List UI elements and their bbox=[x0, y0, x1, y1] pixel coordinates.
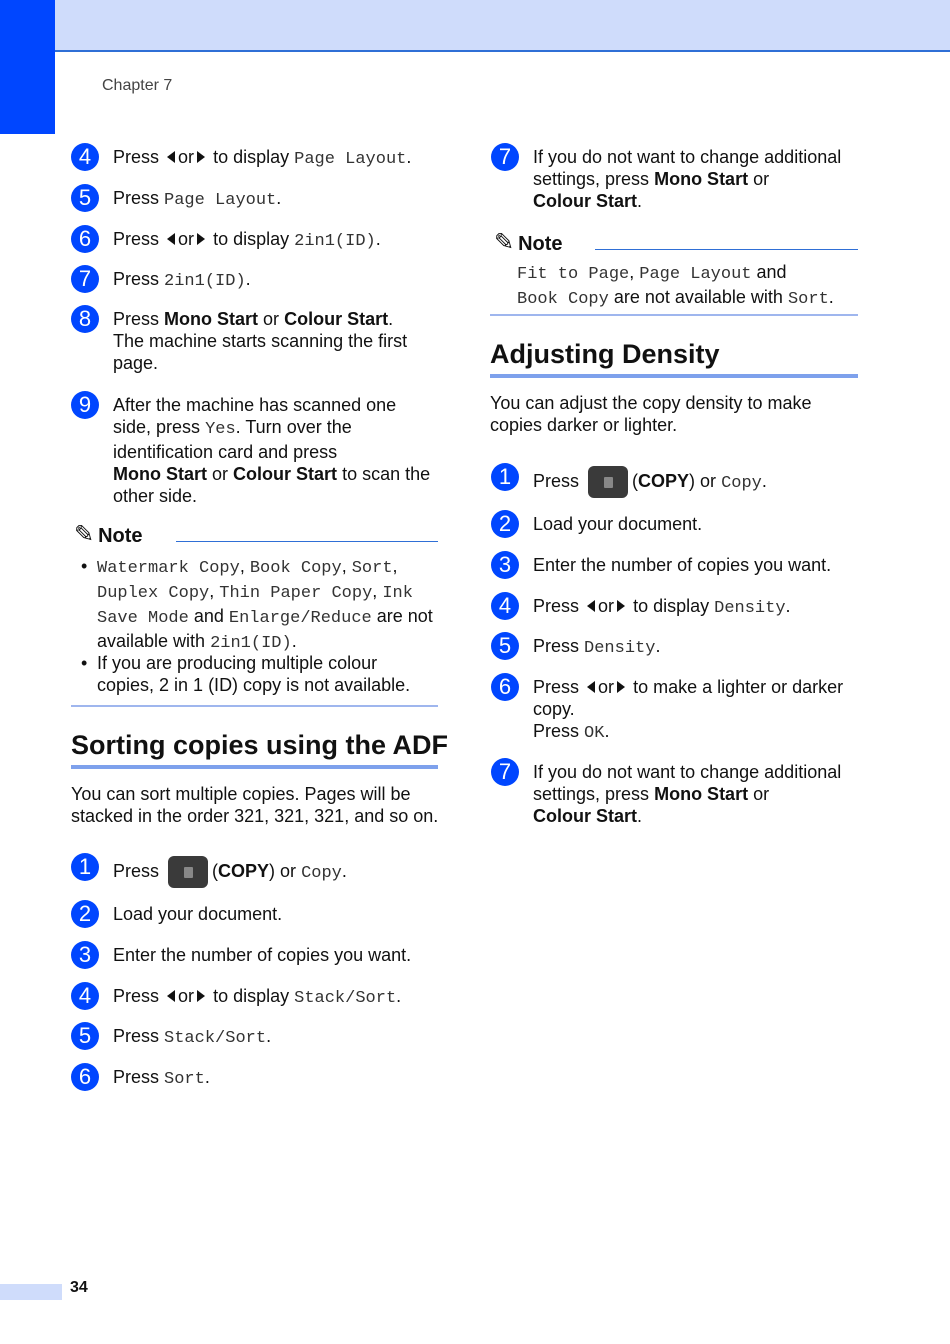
note-bullet-1: • Watermark Copy, Book Copy, Sort, Duplex Copy, Thin Paper Copy, Ink Save Mode and Enlarge/Reduce are not available with 2in1(ID). bbox=[97, 555, 437, 655]
right-arrow-icon bbox=[617, 681, 625, 693]
left-arrow-icon bbox=[587, 681, 595, 693]
right-arrow-icon bbox=[197, 233, 205, 245]
step-4: 4 Press or to display Page Layout. bbox=[113, 146, 483, 171]
density-step-3: 3 Enter the number of copies you want. bbox=[533, 554, 903, 576]
note-heading-2: ✎ Note bbox=[494, 229, 563, 256]
step-9: 9 After the machine has scanned one side, press Yes. Turn over the identification card and press Mono Start or Colour Start to scan the other side. bbox=[113, 394, 438, 507]
step-7: 7 Press 2in1(ID). bbox=[113, 268, 483, 293]
section-title-sorting: Sorting copies using the ADF bbox=[71, 730, 449, 760]
page-number: 34 bbox=[70, 1279, 88, 1296]
sorting-intro: You can sort multiple copies. Pages will be stacked in the order 321, 321, 321, and so on. bbox=[71, 784, 439, 826]
note-pencil-icon: ✎ bbox=[494, 229, 515, 256]
right-arrow-icon bbox=[197, 990, 205, 1002]
step-5: 5 Press Page Layout. bbox=[113, 187, 483, 212]
note-2-text: Fit to Page, Page Layout and Book Copy are not available with Sort. bbox=[517, 262, 834, 309]
density-step-1: 1 Press (COPY) or Copy. bbox=[533, 466, 903, 498]
sort-step-4: 4 Press or to display Stack/Sort. bbox=[113, 985, 483, 1010]
chapter-label: Chapter 7 bbox=[102, 77, 173, 94]
density-step-2: 2 Load your document. bbox=[533, 513, 903, 535]
note-rule-2 bbox=[595, 249, 858, 250]
density-step-5: 5 Press Density. bbox=[533, 635, 903, 660]
note-bullet-2: • If you are producing multiple colour copies, 2 in 1 (ID) copy is not available. bbox=[97, 652, 437, 696]
right-arrow-icon bbox=[197, 151, 205, 163]
header-band bbox=[0, 0, 950, 52]
sort-step-5: 5 Press Stack/Sort. bbox=[113, 1025, 483, 1050]
density-step-6: 6 Press or to make a lighter or darker copy. Press OK. bbox=[533, 676, 858, 745]
section-title-density: Adjusting Density bbox=[490, 339, 720, 369]
sort-step-2: 2 Load your document. bbox=[113, 903, 483, 925]
left-arrow-icon bbox=[587, 600, 595, 612]
note-2-end-rule bbox=[490, 314, 858, 316]
note-end-rule bbox=[71, 705, 438, 707]
step-8: 8 Press Mono Start or Colour Start. The machine starts scanning the first page. bbox=[113, 308, 433, 374]
copy-button-icon bbox=[588, 466, 628, 498]
sort-step-3: 3 Enter the number of copies you want. bbox=[113, 944, 483, 966]
sort-step-1: 1 Press (COPY) or Copy. bbox=[113, 856, 483, 888]
density-intro: You can adjust the copy density to make copies darker or lighter. bbox=[490, 393, 812, 435]
step-6: 6 Press or to display 2in1(ID). bbox=[113, 228, 483, 253]
density-step-4: 4 Press or to display Density. bbox=[533, 595, 903, 620]
section-rule-2 bbox=[490, 374, 858, 378]
left-arrow-icon bbox=[167, 990, 175, 1002]
chapter-tab bbox=[0, 0, 55, 134]
right-step-7: 7 If you do not want to change additional settings, press Mono Start or Colour Start. bbox=[533, 146, 853, 212]
footer-band bbox=[0, 1284, 62, 1300]
note-pencil-icon: ✎ bbox=[74, 521, 95, 548]
section-rule bbox=[71, 765, 438, 769]
right-arrow-icon bbox=[617, 600, 625, 612]
density-step-7: 7 If you do not want to change additional settings, press Mono Start or Colour Start. bbox=[533, 761, 853, 827]
left-arrow-icon bbox=[167, 233, 175, 245]
note-rule bbox=[176, 541, 438, 542]
copy-button-icon bbox=[168, 856, 208, 888]
left-arrow-icon bbox=[167, 151, 175, 163]
note-heading: ✎ Note bbox=[74, 521, 143, 548]
sort-step-6: 6 Press Sort. bbox=[113, 1066, 483, 1091]
